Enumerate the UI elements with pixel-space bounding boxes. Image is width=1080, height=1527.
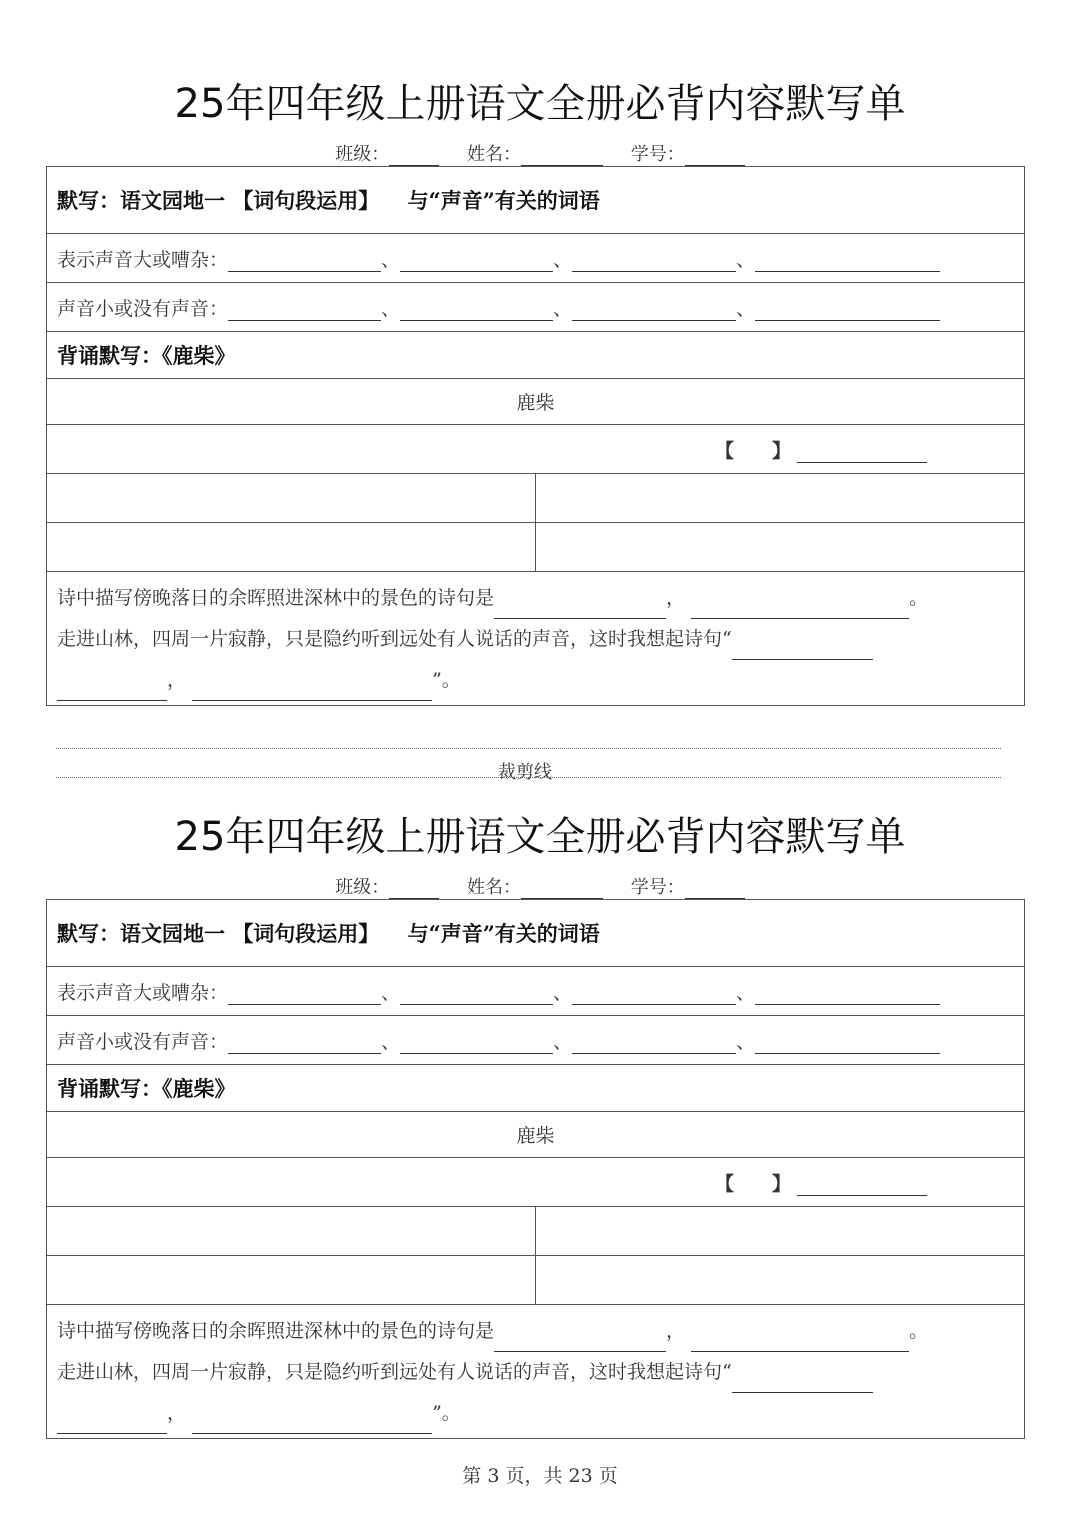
- author-blank[interactable]: [797, 1175, 927, 1196]
- answer-blank[interactable]: [228, 1033, 381, 1054]
- poem-line-blank[interactable]: [536, 1207, 1025, 1256]
- header-part: 默写：语文园地一: [57, 188, 225, 213]
- header-part: 与“声音”有关的词语: [407, 921, 600, 946]
- word-row: [47, 283, 1025, 332]
- answer-blank[interactable]: [192, 1413, 432, 1434]
- sheet-title: 25年四年级上册语文全册必背内容默写单: [174, 814, 906, 860]
- section-header: [47, 167, 1025, 234]
- question-2: 走进山林，四周一片寂静，只是隐约听到远处有人说话的声音，这时我想起诗句“: [57, 1361, 732, 1383]
- punct: ”。: [432, 669, 461, 691]
- author-row: [47, 1158, 1025, 1207]
- answer-blank[interactable]: [691, 1331, 909, 1352]
- punct: ，: [167, 1402, 187, 1424]
- answer-blank[interactable]: [400, 1033, 553, 1054]
- answer-blank[interactable]: [691, 598, 909, 619]
- separator: 、: [736, 1030, 756, 1053]
- separator: 、: [381, 981, 401, 1004]
- punct: ，: [666, 1320, 686, 1342]
- answer-blank[interactable]: [755, 1033, 940, 1054]
- separator: 、: [736, 297, 756, 320]
- punct: ”。: [432, 1402, 461, 1424]
- id-label: 学号：: [630, 877, 685, 898]
- recite-header: 背诵默写：《鹿柴》: [47, 332, 1025, 379]
- separator: 、: [553, 1030, 573, 1053]
- answer-blank[interactable]: [755, 300, 940, 321]
- answer-blank[interactable]: [228, 984, 381, 1005]
- word-row: [47, 967, 1025, 1016]
- separator: 、: [381, 1030, 401, 1053]
- poem-title: 鹿柴: [47, 1112, 1025, 1158]
- question-2: 走进山林，四周一片寂静，只是隐约听到远处有人说话的声音，这时我想起诗句“: [57, 628, 732, 650]
- class-field[interactable]: [389, 147, 439, 166]
- answer-blank[interactable]: [400, 251, 553, 272]
- class-label: 班级：: [335, 877, 390, 898]
- separator: 、: [736, 981, 756, 1004]
- answer-blank[interactable]: [57, 1413, 167, 1434]
- question-block: [47, 1305, 1025, 1439]
- answer-blank[interactable]: [400, 984, 553, 1005]
- poem-line-blank[interactable]: [536, 1256, 1025, 1305]
- dictation-table: [46, 166, 1025, 706]
- header-part: 【词句段运用】: [232, 921, 380, 946]
- word-row: [47, 234, 1025, 283]
- answer-blank[interactable]: [228, 300, 381, 321]
- row-label: 表示声音大或嘈杂：: [57, 981, 229, 1004]
- page-footer: 第 3 页，共 23 页: [462, 1465, 618, 1487]
- punct: ，: [167, 669, 187, 691]
- separator: 、: [553, 297, 573, 320]
- punct: 。: [909, 1320, 929, 1342]
- poem-line-blank[interactable]: [536, 474, 1025, 523]
- word-row: [47, 1016, 1025, 1065]
- separator: 、: [553, 248, 573, 271]
- header-part: 【词句段运用】: [232, 188, 380, 213]
- recite-header: 背诵默写：《鹿柴》: [47, 1065, 1025, 1112]
- poem-line-blank[interactable]: [47, 523, 536, 572]
- header-part: 默写：语文园地一: [57, 921, 225, 946]
- author-blank[interactable]: [797, 442, 927, 463]
- answer-blank[interactable]: [732, 1372, 873, 1393]
- name-field[interactable]: [521, 147, 603, 166]
- question-1: 诗中描写傍晚落日的余晖照进深林中的景色的诗句是: [57, 587, 495, 609]
- section-header: [47, 900, 1025, 967]
- sheet-title: 25年四年级上册语文全册必背内容默写单: [174, 81, 906, 127]
- class-field[interactable]: [389, 880, 439, 899]
- name-label: 姓名：: [467, 877, 521, 898]
- poem-line-blank[interactable]: [47, 1207, 536, 1256]
- separator: 、: [381, 297, 401, 320]
- answer-blank[interactable]: [400, 300, 553, 321]
- row-label: 表示声音大或嘈杂：: [57, 248, 229, 271]
- cut-line: [56, 777, 1001, 778]
- answer-blank[interactable]: [732, 639, 873, 660]
- cut-line-label: 裁剪线: [498, 762, 552, 783]
- answer-blank[interactable]: [228, 251, 381, 272]
- name-label: 姓名：: [467, 144, 521, 165]
- answer-blank[interactable]: [755, 251, 940, 272]
- answer-blank[interactable]: [572, 251, 736, 272]
- student-info: [0, 140, 1080, 166]
- poem-line-blank[interactable]: [47, 1256, 536, 1305]
- id-field[interactable]: [685, 147, 745, 166]
- cut-line: [56, 748, 1001, 749]
- poem-line-blank[interactable]: [47, 474, 536, 523]
- dynasty-brackets: 【 】: [715, 1172, 792, 1195]
- punct: 。: [909, 587, 929, 609]
- answer-blank[interactable]: [57, 680, 167, 701]
- class-label: 班级：: [335, 144, 390, 165]
- dictation-table: [46, 899, 1025, 1439]
- id-field[interactable]: [685, 880, 745, 899]
- name-field[interactable]: [521, 880, 603, 899]
- poem-line-blank[interactable]: [536, 523, 1025, 572]
- answer-blank[interactable]: [572, 984, 736, 1005]
- question-1: 诗中描写傍晚落日的余晖照进深林中的景色的诗句是: [57, 1320, 495, 1342]
- separator: 、: [381, 248, 401, 271]
- answer-blank[interactable]: [572, 1033, 736, 1054]
- header-part: 与“声音”有关的词语: [407, 188, 600, 213]
- id-label: 学号：: [630, 144, 685, 165]
- separator: 、: [736, 248, 756, 271]
- row-label: 声音小或没有声音：: [57, 1030, 229, 1053]
- question-block: [47, 572, 1025, 706]
- answer-blank[interactable]: [494, 598, 666, 619]
- punct: ，: [666, 587, 686, 609]
- dynasty-brackets: 【 】: [715, 439, 792, 462]
- poem-title: 鹿柴: [47, 379, 1025, 425]
- separator: 、: [553, 981, 573, 1004]
- student-info: [0, 873, 1080, 899]
- answer-blank[interactable]: [755, 984, 940, 1005]
- answer-blank[interactable]: [192, 680, 432, 701]
- answer-blank[interactable]: [494, 1331, 666, 1352]
- author-row: [47, 425, 1025, 474]
- row-label: 声音小或没有声音：: [57, 297, 229, 320]
- answer-blank[interactable]: [572, 300, 736, 321]
